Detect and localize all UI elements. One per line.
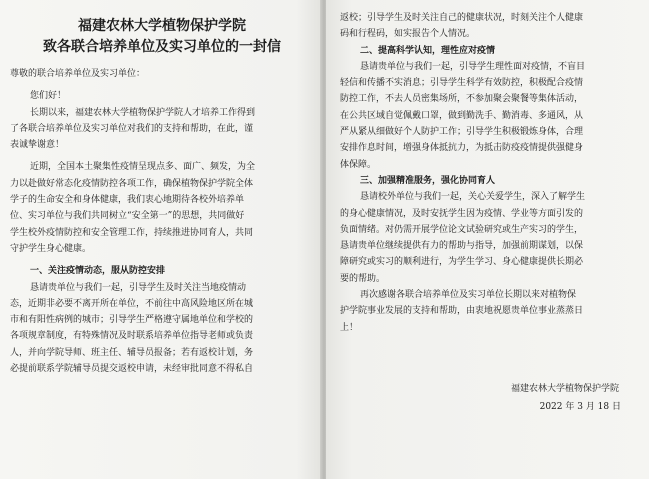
body-text-line: 轻信和传播不实消息；引导学生科学有效防控，积极配合疫情 <box>340 78 584 89</box>
body-text-line: 位、实习单位与我们共同树立“安全第一”的思想，共同做好 <box>10 211 245 222</box>
body-text-line: 必提前联系学院辅导员提交返校申请，未经审批同意不得私自 <box>10 364 254 375</box>
body-text-line: 表诚挚谢意！ <box>10 140 65 151</box>
section-heading: 三、加强精准服务，强化协同育人 <box>360 175 496 186</box>
body-text-line: 您们好！ <box>30 91 67 102</box>
body-text-line: 安排作息时间，增强身体抵抗力，为抵击防疫疫情提供强健身 <box>340 143 584 154</box>
body-text-line: 护学院事业发展的支持和帮助，由衷地祝愿贵单位事业蒸蒸日 <box>340 306 584 317</box>
body-text-line: 严从紧从细做好个人防护工作；引导学生积极锻炼身体，合理 <box>340 127 584 138</box>
body-text-line: 恳请贵单位与我们一起，引导学生理性面对疫情，不盲目 <box>360 61 586 72</box>
body-text-line: 在公共区域自觉佩戴口罩，做到勤洗手、勤消毒、多通风，从 <box>340 110 584 121</box>
right-page <box>326 0 649 479</box>
body-text-line: 态，近期非必要不离开所在单位，不前往中高风险地区所在城 <box>10 298 254 309</box>
body-text-line: 的身心健康情况，及时安抚学生因为疫情、学业等方面引发的 <box>340 208 584 219</box>
body-text-line: 守护学生身心健康。 <box>10 243 92 254</box>
body-text-line: 码和行程码，如实报告个人情况。 <box>340 29 476 40</box>
body-text-line: 要的帮助。 <box>340 273 386 284</box>
body-text-line: 再次感谢各联合培养单位及实习单位长期以来对植物保 <box>360 290 577 301</box>
letter-title-line1: 福建农林大学植物保护学院 <box>78 18 246 34</box>
body-text-line: 返校；引导学生及时关注自己的健康状况，时刻关注个人健康 <box>340 13 584 23</box>
section-heading: 二、提高科学认知，理性应对疫情 <box>360 45 496 56</box>
body-text-line: 各项规章制度，有特殊情况及时联系培养单位指导老师或负责 <box>10 331 254 342</box>
body-text-line: 近期，全国本土聚集性疫情呈现点多、面广、频发，为全 <box>30 162 256 173</box>
section-heading: 一、关注疫情动态，服从防控安排 <box>30 266 166 277</box>
body-text-line: 负面情绪。对仍需开展学位论文试验研究或生产实习的学生， <box>340 224 584 235</box>
body-text-line: 市和有阳性病例的城市；引导学生严格遵守属地单位和学校的 <box>10 315 254 326</box>
left-page <box>0 0 322 479</box>
body-text-line: 尊敬的联合培养单位及实习单位： <box>10 69 146 79</box>
letter-title-line2: 致各联合培养单位及实习单位的一封信 <box>43 39 281 55</box>
body-text-line: 防控工作，不去人员密集场所，不参加聚会聚餐等集体活动， <box>340 94 584 105</box>
body-text-line: 力以赴做好常态化疫情防控各项工作，确保植物保护学院全体 <box>10 178 254 189</box>
body-text-line: 长期以来，福建农林大学植物保护学院人才培养工作得到 <box>30 107 256 118</box>
left-page-body <box>10 66 314 377</box>
body-text-line: 恳请贵单位继续提供有力的帮助与指导，加强前期谋划，以保 <box>340 241 584 252</box>
body-text-line: 人，并向学院导师、班主任、辅导员报备；若有返校计划，务 <box>10 347 254 358</box>
body-text-line: 体保障。 <box>340 159 377 170</box>
body-text-line: 恳请校外单位与我们一起，关心关爱学生，深入了解学生 <box>360 192 586 203</box>
signature-organization: 福建农林大学植物保护学院 <box>510 383 619 394</box>
signature-date: 2022 年 3 月 18 日 <box>539 401 621 412</box>
body-text-line: 学子的生命安全和身体健康，我们衷心地期待各校外培养单 <box>10 195 245 206</box>
right-page-body <box>340 10 639 336</box>
body-text-line: 学生校外疫情防控和安全管理工作，持续推进协同育人，共同 <box>10 227 254 238</box>
body-text-line: 恳请贵单位与我们一起，引导学生及时关注当地疫情动 <box>30 282 247 293</box>
body-text-line: 了各联合培养单位及实习单位对我们的支持和帮助，在此，谨 <box>10 123 254 134</box>
body-text-line: 障研究或实习的顺利进行，为学生学习、身心健康提供长期必 <box>340 257 584 268</box>
body-text-line: 上！ <box>340 322 359 333</box>
